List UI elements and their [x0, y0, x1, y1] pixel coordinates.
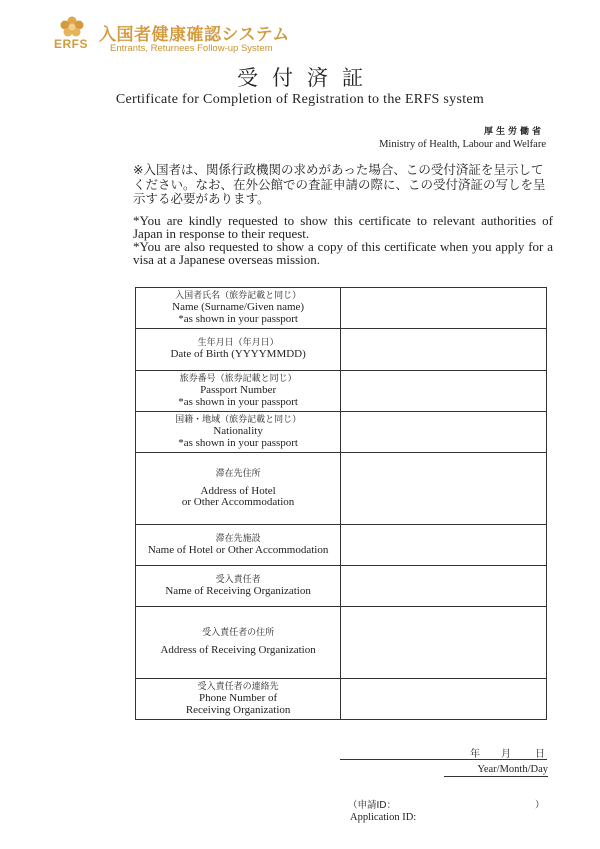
field-note: *as shown in your passport [178, 436, 298, 449]
system-name-jp: 入国者健康確認システム [99, 25, 290, 45]
hotel-name-value-cell [341, 525, 547, 566]
application-id-close-paren: ） [535, 800, 545, 811]
field-label-jp: 生年月日（年月日） [197, 338, 279, 349]
field-label [136, 566, 341, 607]
field-label-jp: 受入責任者の住所 [202, 628, 275, 639]
field-label-en-2: or Other Accommodation [181, 496, 295, 508]
field-label-jp: 入国者氏名（旅券記載と同じ） [175, 291, 302, 301]
field-label-jp: 滞在先住所 [215, 468, 261, 479]
logo-abbreviation: ERFS [54, 37, 89, 51]
table-row [136, 371, 547, 412]
field-label [136, 525, 341, 566]
field-label-en: Name of Hotel or Other Accommodation [147, 543, 329, 556]
nationality-value-cell [341, 412, 547, 453]
field-label-jp: 受入責任者の連絡先 [197, 682, 279, 692]
field-label-en: Name (Surname/Given name) [172, 301, 305, 313]
field-label-en-2: Receiving Organization [185, 703, 291, 716]
day-label: 日 [535, 749, 545, 760]
birth-date-value-cell [341, 329, 547, 371]
receiving-org-phone-value-cell [341, 679, 547, 720]
table-row [136, 412, 547, 453]
ministry-name-jp: 厚生労働省 [483, 127, 544, 137]
field-label [136, 453, 341, 525]
month-label: 月 [501, 749, 511, 760]
field-note: *as shown in your passport [178, 395, 298, 408]
system-name-en: Entrants, Returnees Follow-up System [110, 43, 273, 54]
notice-en-2: *You are also requested to show a copy of this certificate when you apply for a visa at a Japanese overseas mission. [133, 239, 553, 267]
receiving-org-address-value-cell [341, 607, 547, 679]
field-label-en: Nationality [213, 425, 263, 437]
ministry-name-en: Ministry of Health, Labour and Welfare [379, 139, 546, 150]
field-label-jp: 国籍・地域（旅券記載と同じ） [175, 415, 302, 425]
receiving-org-name-value-cell [341, 566, 547, 607]
field-label [136, 288, 341, 329]
page-title: 受付済証 [237, 66, 377, 90]
table-row [136, 329, 547, 371]
field-label [136, 607, 341, 679]
table-row [136, 607, 547, 679]
field-label [136, 371, 341, 412]
field-label [136, 329, 341, 371]
application-id-label-en: Application ID: [350, 812, 417, 823]
application-id-label-jp: （申請ID： [348, 800, 397, 811]
field-label [136, 679, 341, 720]
field-label-en: Phone Number of [199, 692, 278, 704]
year-label: 年 [470, 749, 480, 760]
field-label-jp: 受入責任者 [215, 574, 261, 585]
page-subtitle: Certificate for Completion of Registration to the ERFS system [115, 92, 485, 107]
date-underline [340, 759, 547, 760]
erfs-logo [54, 16, 354, 56]
field-label [136, 412, 341, 453]
table-row [136, 525, 547, 566]
field-label-en: Address of Hotel [200, 484, 276, 497]
passport-value-cell [341, 371, 547, 412]
registration-table [135, 287, 547, 720]
field-label-jp: 滞在先施設 [215, 533, 261, 544]
field-note: *as shown in your passport [178, 312, 298, 325]
notice-jp: ※入国者は、関係行政機関の求めがあった場合、この受付済証を呈示してください。なお、在外公館での査証申請の際に、この受付済証の写しを呈示する必要があります。 [133, 162, 546, 206]
field-label-en: Name of Receiving Organization [165, 584, 311, 597]
table-row [136, 453, 547, 525]
table-row [136, 679, 547, 720]
date-format-label: Year/Month/Day [444, 764, 548, 777]
hotel-address-value-cell [341, 453, 547, 525]
notice-en [133, 214, 553, 266]
table-row [136, 566, 547, 607]
notice-en-1: *You are kindly requested to show this certificate to relevant authorities of Japan in response to their request. [133, 213, 553, 241]
name-value-cell [341, 288, 547, 329]
flower-logo-icon [59, 16, 85, 38]
field-label-en: Date of Birth (YYYYMMDD) [170, 348, 306, 361]
table-row [136, 288, 547, 329]
field-label-en: Address of Receiving Organization [160, 644, 316, 657]
field-label-en: Passport Number [200, 384, 277, 396]
field-label-jp: 旅券番号（旅券記載と同じ） [179, 374, 297, 384]
